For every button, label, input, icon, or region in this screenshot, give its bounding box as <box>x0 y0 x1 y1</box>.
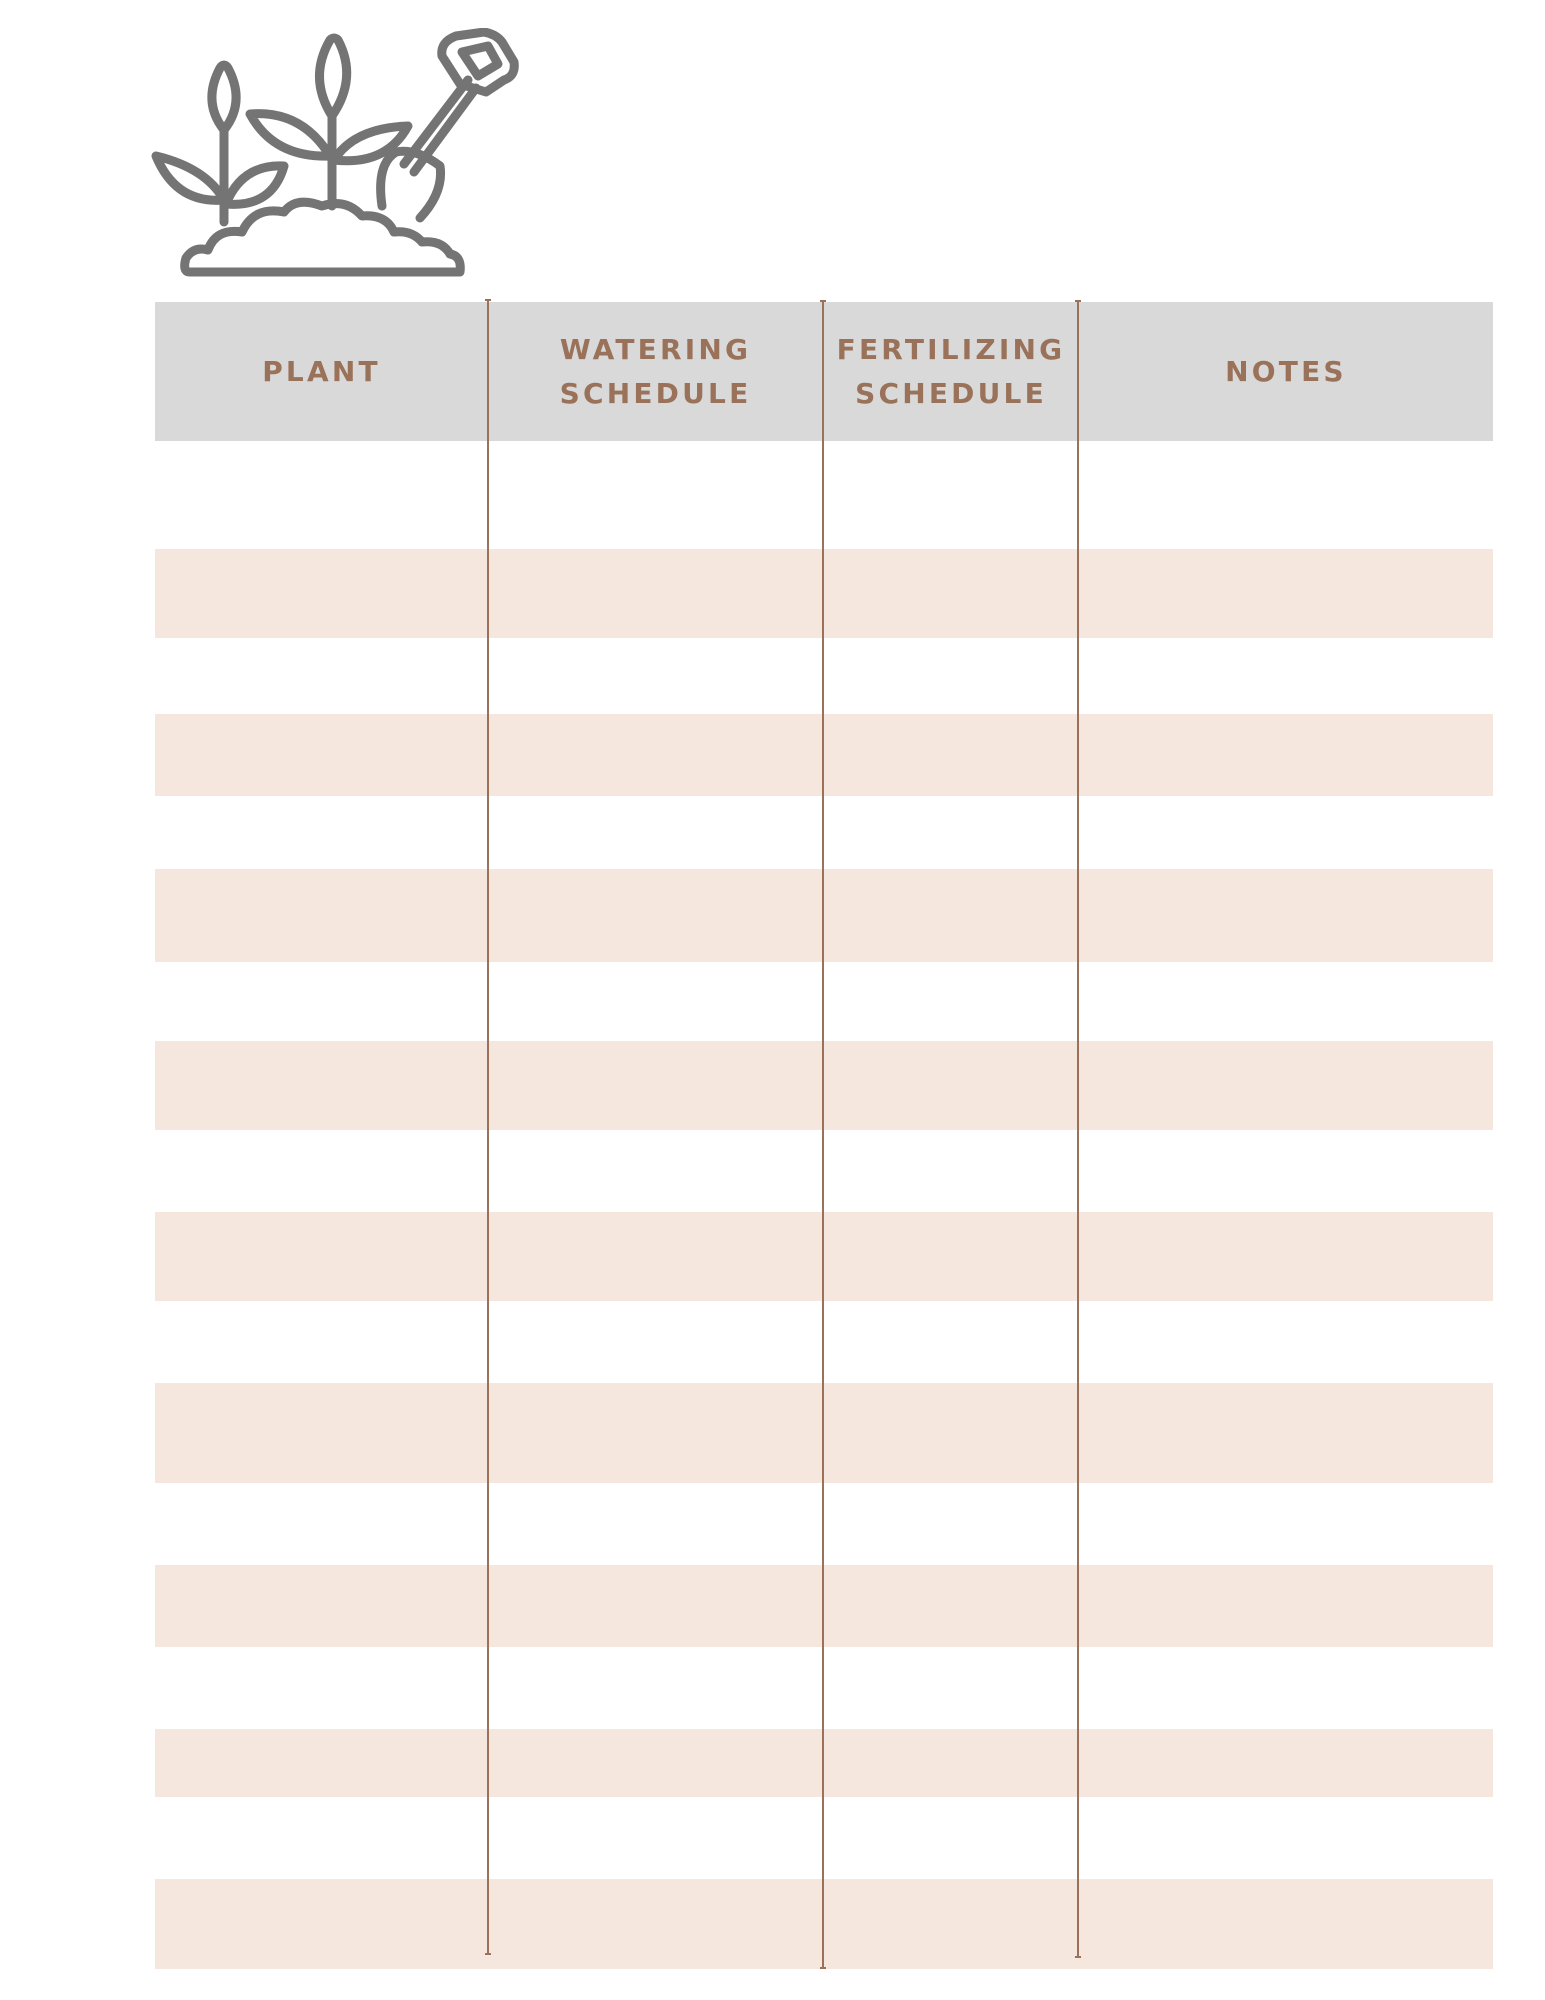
table-row[interactable] <box>155 1383 1493 1483</box>
table-row[interactable] <box>155 441 1493 549</box>
table-row[interactable] <box>155 1301 1493 1383</box>
table-row[interactable] <box>155 1212 1493 1301</box>
table-row[interactable] <box>155 869 1493 962</box>
table-row[interactable] <box>155 796 1493 869</box>
column-header-watering-schedule: WATERING SCHEDULE <box>559 332 752 410</box>
column-divider <box>487 299 489 1955</box>
table-row[interactable] <box>155 1797 1493 1879</box>
table-row[interactable] <box>155 1483 1493 1565</box>
table-row[interactable] <box>155 714 1493 796</box>
table-row[interactable] <box>155 1130 1493 1212</box>
table-row[interactable] <box>155 638 1493 714</box>
column-header-plant: PLANT <box>262 354 381 388</box>
column-header-fertilizing-schedule: FERTILIZING SCHEDULE <box>836 332 1066 410</box>
table-row[interactable] <box>155 1041 1493 1130</box>
table-row[interactable] <box>155 962 1493 1041</box>
column-divider <box>822 300 824 1969</box>
column-header-notes: NOTES <box>1225 354 1347 388</box>
table-row[interactable] <box>155 1565 1493 1647</box>
garden-tracker-table <box>155 302 1493 1969</box>
table-row[interactable] <box>155 1647 1493 1729</box>
table-header <box>155 302 1493 441</box>
column-divider <box>1077 300 1079 1958</box>
table-row[interactable] <box>155 549 1493 638</box>
table-row[interactable] <box>155 1879 1493 1969</box>
table-row[interactable] <box>155 1729 1493 1797</box>
plants-with-shovel-icon <box>150 28 525 283</box>
